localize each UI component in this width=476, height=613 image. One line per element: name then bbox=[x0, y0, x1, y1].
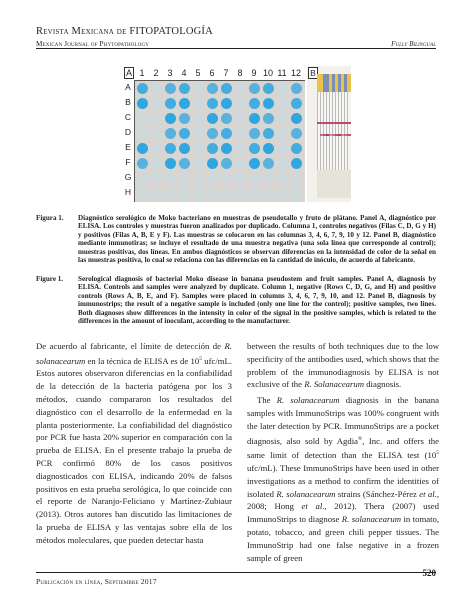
journal-title-en: Mexican Journal of Phytopathology bbox=[36, 40, 149, 48]
well-A7 bbox=[221, 83, 232, 94]
well-A11 bbox=[277, 83, 288, 94]
well-D6 bbox=[207, 128, 218, 139]
well-A3 bbox=[165, 83, 176, 94]
test-line bbox=[347, 134, 351, 136]
row-letters bbox=[122, 80, 135, 202]
well-A1 bbox=[137, 83, 148, 94]
footer-rule bbox=[36, 572, 436, 573]
well-G9 bbox=[249, 173, 260, 184]
caption-es-label: Figura 1. bbox=[36, 214, 64, 222]
column-number-9: 9 bbox=[251, 68, 257, 78]
well-B8 bbox=[235, 98, 246, 109]
paragraph-en-2: The R. solanacearum diagnosis in the banana samples with ImmunoStrips was 100% congruent with the later detection by PCR. ImmunoStrips are a pocket diagnosis, also sold by Agdia®, Inc. and offers the same limit of detection than the ELISA test ($10^5$ ufc/mL). These ImmunoStrips have been used in other investigations as a method to confirm the identities of isolated R. solanacearum strains (Sánchez-Pérez et al., 2008; Hong et al., 2012). Thera (2007) used ImmunoStrips to diagnose R. solanacearum in tomato, potato, tobacco, and green chili pepper tissues. The ImmunoStrip had one false negative in a frozen sample of green bbox=[247, 395, 440, 563]
well-E9 bbox=[249, 143, 260, 154]
well-H1 bbox=[137, 188, 148, 199]
well-C10 bbox=[263, 113, 274, 124]
paragraph-es: De acuerdo al fabricante, el límite de detección de R. solanacearum en la técnica de ELISA es de $10^5$ ufc/mL. Estos autores observaron diferencias en la confiabilidad de la detección de la bacteria patógena por los 3 métodos, cuando compararon los resultados del diagnóstico con el desarrollo de la enfermedad en la planta posteriormente. La confiabilidad del diagnóstico por PCR fue hasta 20% superior en comparación con la prueba de ELISA. En el presente trabajo la prueba de PCR confirmó 80% de los casos positivos diagnosticados con ELISA, indicando 20% de falsos positivos en esta prueba serológica, lo que coincide con el reporte de Naranjo-Feliciano y Martínez-Zubiaur (2013). Otros autores han discutido las limitaciones de la prueba de ELISA y las ventajas sobre ella de los métodos moleculares, que pueden detectar hasta bbox=[36, 341, 232, 545]
row-letter-D: D bbox=[124, 127, 132, 137]
well-E5 bbox=[193, 143, 204, 154]
well-G6 bbox=[207, 173, 218, 184]
column-number-8: 8 bbox=[237, 68, 243, 78]
figure-1 bbox=[122, 66, 351, 202]
row-letter-A: A bbox=[125, 82, 131, 92]
column-number-4: 4 bbox=[181, 68, 187, 78]
well-D11 bbox=[277, 128, 288, 139]
well-H9 bbox=[249, 188, 260, 199]
panel-b-label: B bbox=[308, 67, 318, 79]
well-H3 bbox=[165, 188, 176, 199]
panel-a-label: A bbox=[125, 68, 132, 78]
well-E12 bbox=[291, 143, 302, 154]
well-F8 bbox=[235, 158, 246, 169]
well-A8 bbox=[235, 83, 246, 94]
header-rule bbox=[36, 48, 436, 49]
well-E11 bbox=[277, 143, 288, 154]
well-C2 bbox=[151, 113, 162, 124]
well-B9 bbox=[249, 98, 260, 109]
well-A5 bbox=[193, 83, 204, 94]
well-B4 bbox=[179, 98, 190, 109]
well-B2 bbox=[151, 98, 162, 109]
well-G10 bbox=[263, 173, 274, 184]
well-A12 bbox=[291, 83, 302, 94]
well-F3 bbox=[165, 158, 176, 169]
immunostrip-11 bbox=[347, 74, 351, 198]
panel-a-elisa-plate bbox=[122, 66, 305, 202]
well-H7 bbox=[221, 188, 232, 199]
well-A2 bbox=[151, 83, 162, 94]
well-E3 bbox=[165, 143, 176, 154]
well-C6 bbox=[207, 113, 218, 124]
well-D9 bbox=[249, 128, 260, 139]
column-number-2: 2 bbox=[153, 68, 159, 78]
well-G8 bbox=[235, 173, 246, 184]
column-number-12: 12 bbox=[290, 68, 301, 78]
well-A10 bbox=[263, 83, 274, 94]
well-G5 bbox=[193, 173, 204, 184]
well-B5 bbox=[193, 98, 204, 109]
strip-sample-pad bbox=[347, 170, 351, 198]
caption-en-text: Serological diagnosis of bacterial Moko disease in banana pseudostem and fruit samples. Panel A, diagnosis by ELISA. Controls and samples were analyzed by duplicate. Column 1, negative (Rows C, D, G, and H) and positive controls (Rows A, B, E, and F). Samples were placed in columns 3, 4, 6, 7, 9, 10, and 12. Panel B, diagnosis by immunostrips; the result of a negative sample is included (only one line for the control); positive samples, two lines. Both diagnoses show differences in the intensity in color of the signal in the positive samples, which is related to the differences in the amount of inoculant, according to the manufacturer. bbox=[78, 275, 436, 326]
well-F2 bbox=[151, 158, 162, 169]
well-F1 bbox=[137, 158, 148, 169]
row-letter-C: C bbox=[124, 112, 132, 122]
caption-en bbox=[36, 275, 436, 325]
well-D8 bbox=[235, 128, 246, 139]
well-A9 bbox=[249, 83, 260, 94]
caption-es-text: Diagnóstico serológico de Moko bacteriano en muestras de pseudotallo y fruto de plátano. Panel A, diagnóstico por ELISA. Los controles y muestras fueron analizados por duplicado. Columna 1, controles negativos (Filas C, D, G y H) y positivos (Filas A, B, E y F). Las muestras se colocaron en las columnas 3, 4, 6, 7, 9, 10 y 12. Panel B, diagnóstico mediante inmunotiras; se incluye el resultado de una muestra negativa (una sola línea que corresponde al control); muestras positivas, dos líneas. En ambos diagnósticos se observan diferencias en la intensidad de color de la señal en las muestras positiva, lo cual se relaciona con las diferencias en la cantidad de inóculo, de acuerdo al fabricante. bbox=[78, 214, 436, 265]
journal-title-es: Revista Mexicana de FITOPATOLOGÍA bbox=[36, 26, 213, 37]
caption-en-label: Figure 1. bbox=[36, 275, 64, 283]
strip-handle bbox=[347, 74, 351, 92]
well-F4 bbox=[179, 158, 190, 169]
caption-es bbox=[36, 214, 436, 264]
well-H8 bbox=[235, 188, 246, 199]
well-C12 bbox=[291, 113, 302, 124]
well-F5 bbox=[193, 158, 204, 169]
well-G11 bbox=[277, 173, 288, 184]
running-head: Fully Bilingual bbox=[391, 40, 436, 48]
well-H2 bbox=[151, 188, 162, 199]
body-column-right bbox=[247, 340, 439, 564]
well-C1 bbox=[137, 113, 148, 124]
well-F7 bbox=[221, 158, 232, 169]
well-A6 bbox=[207, 83, 218, 94]
well-D5 bbox=[193, 128, 204, 139]
well-H11 bbox=[277, 188, 288, 199]
well-E10 bbox=[263, 143, 274, 154]
column-number-6: 6 bbox=[209, 68, 215, 78]
well-D10 bbox=[263, 128, 274, 139]
well-C4 bbox=[179, 113, 190, 124]
well-E8 bbox=[235, 143, 246, 154]
column-number-7: 7 bbox=[223, 68, 229, 78]
well-B3 bbox=[165, 98, 176, 109]
well-F9 bbox=[249, 158, 260, 169]
row-letter-B: B bbox=[125, 97, 131, 107]
well-D1 bbox=[137, 128, 148, 139]
well-A4 bbox=[179, 83, 190, 94]
well-B6 bbox=[207, 98, 218, 109]
well-C5 bbox=[193, 113, 204, 124]
column-numbers bbox=[136, 67, 304, 79]
panel-b-immunostrips bbox=[307, 66, 351, 202]
well-B12 bbox=[291, 98, 302, 109]
well-F6 bbox=[207, 158, 218, 169]
well-B1 bbox=[137, 98, 148, 109]
body-column-left bbox=[36, 340, 232, 547]
well-D3 bbox=[165, 128, 176, 139]
row-letter-H: H bbox=[124, 187, 132, 197]
well-G12 bbox=[291, 173, 302, 184]
well-C7 bbox=[221, 113, 232, 124]
well-D7 bbox=[221, 128, 232, 139]
well-E1 bbox=[137, 143, 148, 154]
well-G3 bbox=[165, 173, 176, 184]
well-C3 bbox=[165, 113, 176, 124]
well-F11 bbox=[277, 158, 288, 169]
well-D2 bbox=[151, 128, 162, 139]
page-number: 520 bbox=[422, 568, 436, 578]
well-F12 bbox=[291, 158, 302, 169]
well-D12 bbox=[291, 128, 302, 139]
well-B10 bbox=[263, 98, 274, 109]
row-letter-F: F bbox=[125, 157, 131, 167]
well-G1 bbox=[137, 173, 148, 184]
column-number-11: 11 bbox=[277, 68, 287, 78]
well-D4 bbox=[179, 128, 190, 139]
column-number-3: 3 bbox=[167, 68, 173, 78]
column-number-10: 10 bbox=[262, 68, 273, 78]
control-line bbox=[347, 122, 351, 124]
footer-publication: Publicación en línea, Septiembre 2017 bbox=[36, 577, 157, 586]
elisa-wells bbox=[136, 82, 304, 200]
well-E6 bbox=[207, 143, 218, 154]
well-H6 bbox=[207, 188, 218, 199]
well-B11 bbox=[277, 98, 288, 109]
well-B7 bbox=[221, 98, 232, 109]
row-letter-E: E bbox=[125, 142, 131, 152]
column-number-1: 1 bbox=[139, 68, 145, 78]
paragraph-en-1: between the results of both techniques due to the low specificity of the antibodies used, which shows that the problem of the immunodiagnosis by ELISA is not exclusive of the R. Solanacearum diagnosis. bbox=[247, 341, 439, 390]
well-G7 bbox=[221, 173, 232, 184]
well-E7 bbox=[221, 143, 232, 154]
well-H5 bbox=[193, 188, 204, 199]
well-G4 bbox=[179, 173, 190, 184]
row-letter-G: G bbox=[124, 172, 132, 182]
well-C8 bbox=[235, 113, 246, 124]
well-F10 bbox=[263, 158, 274, 169]
well-E4 bbox=[179, 143, 190, 154]
plate-column-header bbox=[122, 66, 305, 81]
well-G2 bbox=[151, 173, 162, 184]
well-E2 bbox=[151, 143, 162, 154]
well-C9 bbox=[249, 113, 260, 124]
well-C11 bbox=[277, 113, 288, 124]
well-H10 bbox=[263, 188, 274, 199]
column-number-5: 5 bbox=[195, 68, 201, 78]
well-H12 bbox=[291, 188, 302, 199]
well-H4 bbox=[179, 188, 190, 199]
